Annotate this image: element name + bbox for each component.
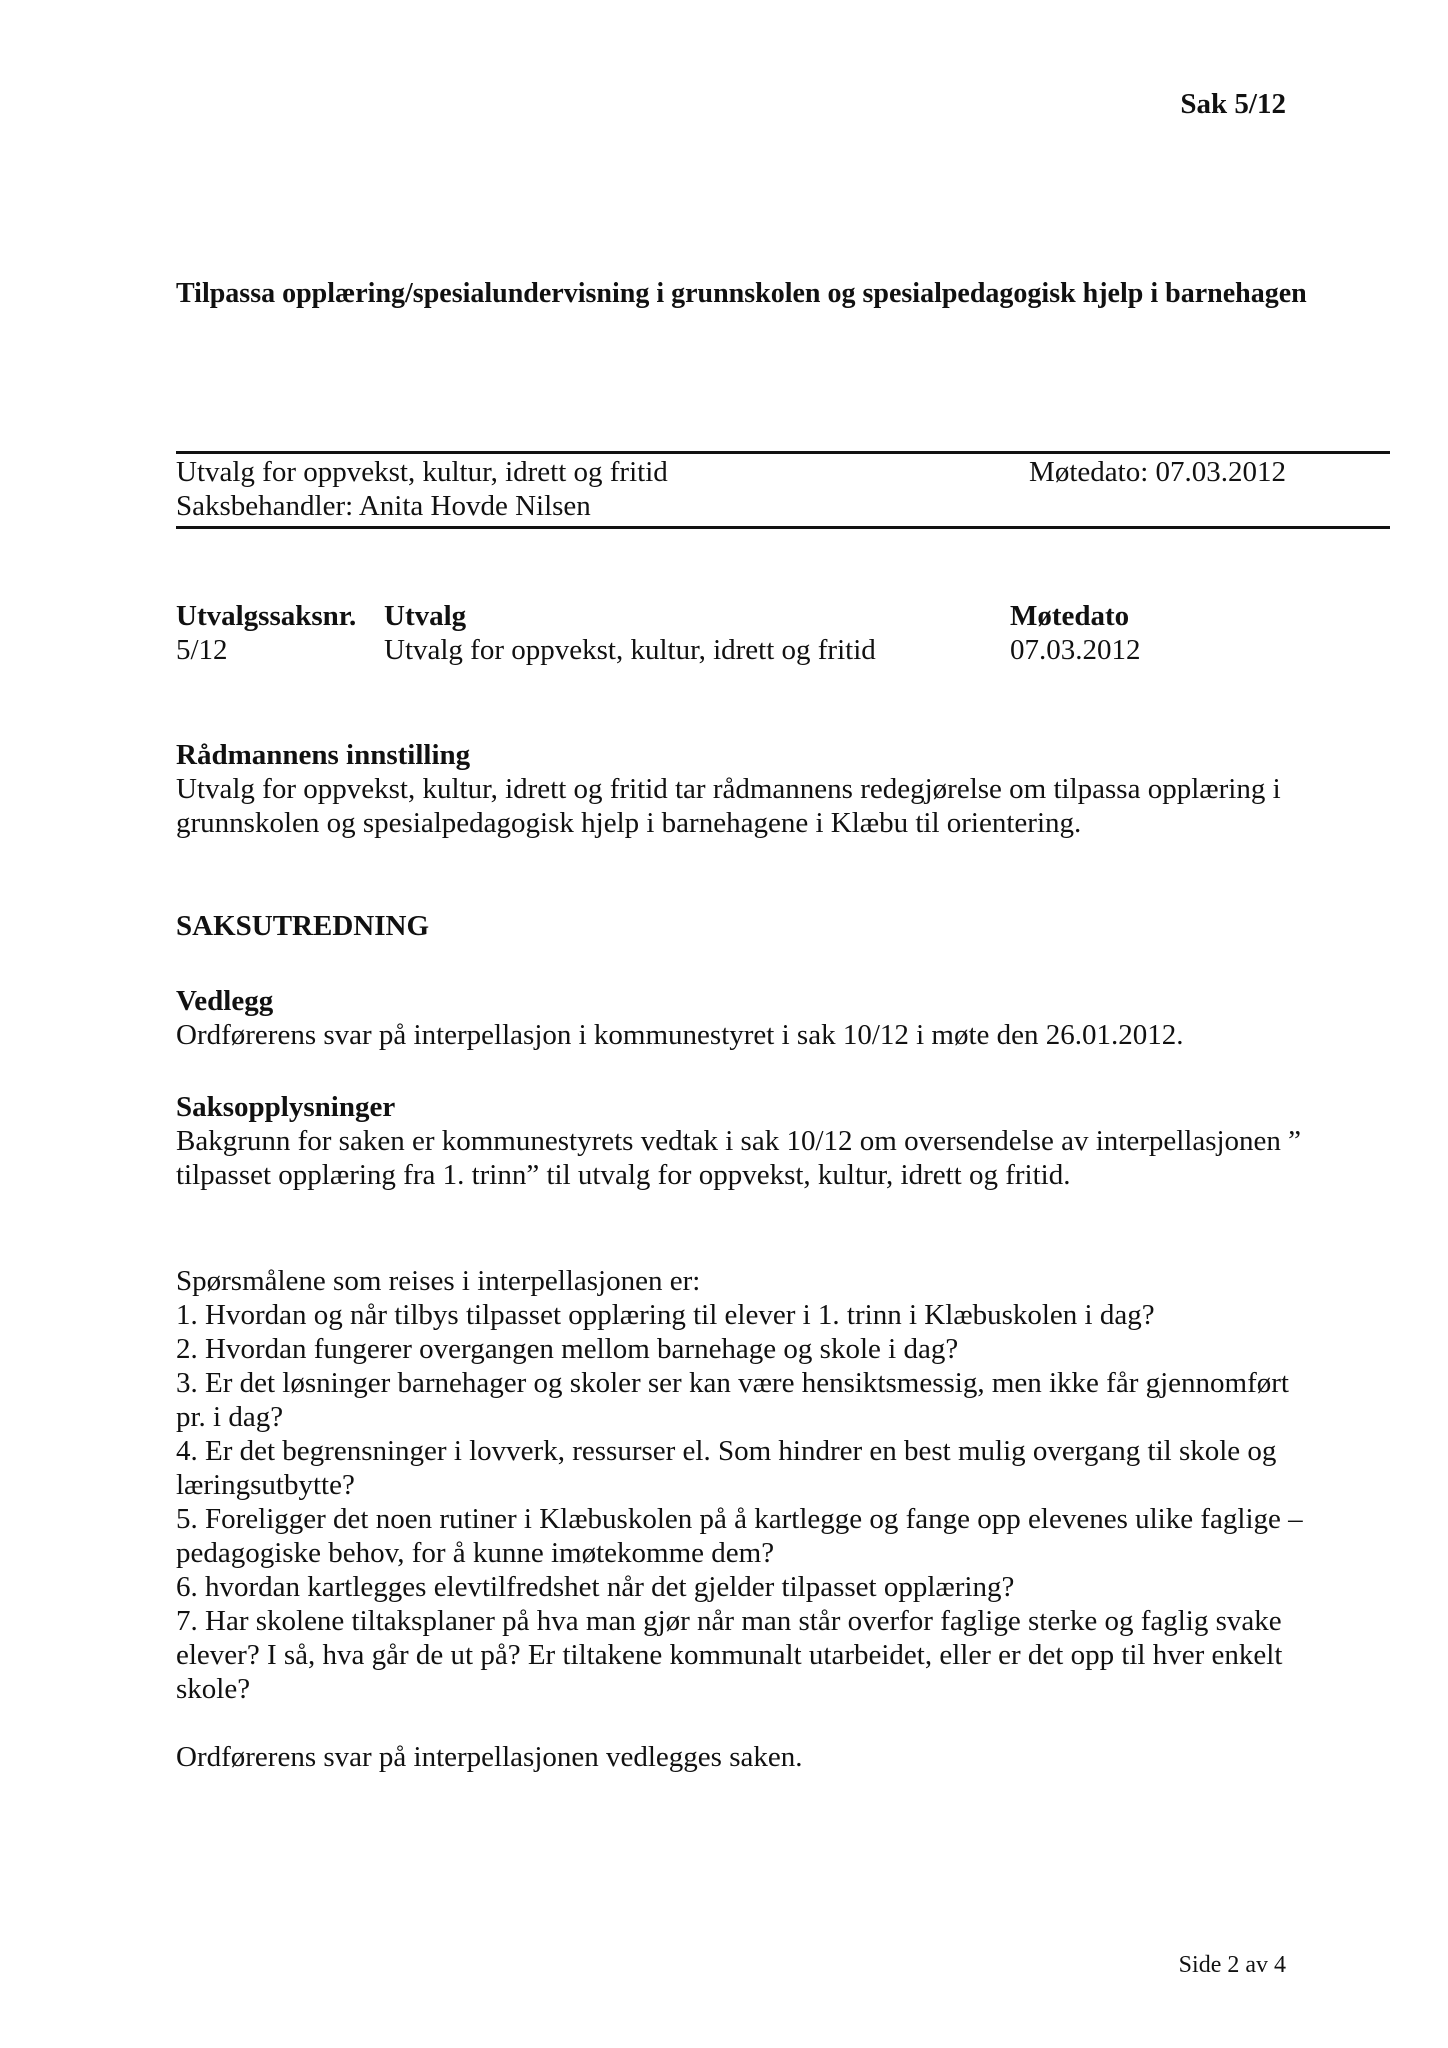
case-table-header: [176, 600, 1276, 636]
attachments-text: Ordførerens svar på interpellasjon i kommunestyret i sak 10/12 i møte den 26.01.2012.: [176, 1019, 1184, 1051]
list-item: 2. Hvordan fungerer overgangen mellom barnehage og skole i dag?: [176, 1333, 959, 1365]
case-info-background: Bakgrunn for saken er kommunestyrets vedtak i sak 10/12 om oversendelse av interpellasjonen ” tilpasset opplæring fra 1. trinn” til utvalg for oppvekst, kultur, idrett og fritid.: [176, 1125, 1302, 1191]
list-item: 5. Foreligger det noen rutiner i Klæbuskolen på å kartlegge og fange opp elevenes ulike faglige – pedagogiske behov, for å kunne imøtekomme dem?: [176, 1503, 1303, 1569]
page-number: Side 2 av 4: [1178, 1952, 1286, 1978]
list-item: 3. Er det løsninger barnehager og skoler ser kan være hensiktsmessig, men ikke får gjennomført pr. i dag?: [176, 1367, 1289, 1433]
case-info-heading: Saksopplysninger: [176, 1091, 396, 1123]
questions-section: [176, 1264, 1316, 1706]
header-committee: Utvalg: [384, 600, 467, 632]
top-rule: [176, 451, 1390, 454]
committee-name: Utvalg for oppvekst, kultur, idrett og fritid: [176, 456, 668, 488]
recommendation-heading: Rådmannens innstilling: [176, 739, 471, 771]
bottom-rule: [176, 526, 1390, 529]
recommendation-text: Utvalg for oppvekst, kultur, idrett og fritid tar rådmannens redegjørelse om tilpassa opplæring i grunnskolen og spesialpedagogisk hjelp i barnehagene i Klæbu til orientering.: [176, 773, 1281, 839]
list-item: 1. Hvordan og når tilbys tilpasset opplæring til elever i 1. trinn i Klæbuskolen i dag?: [176, 1299, 1155, 1331]
document-title: Tilpassa opplæring/spesialundervisning i grunnskolen og spesialpedagogisk hjelp i barnehagen: [176, 278, 1307, 309]
list-item: 6. hvordan kartlegges elevtilfredshet når det gjelder tilpasset opplæring?: [176, 1571, 1015, 1603]
questions-list: [176, 1298, 1316, 1706]
attachments-heading: Vedlegg: [176, 985, 274, 1017]
attachments-section: [176, 984, 1316, 1052]
case-report-heading: SAKSUTREDNING: [176, 910, 429, 942]
questions-intro: Spørsmålene som reises i interpellasjonen er:: [176, 1265, 701, 1297]
case-number: Sak 5/12: [1180, 88, 1286, 120]
meeting-date: Møtedato: 07.03.2012: [1029, 456, 1286, 488]
header-case-number: Utvalgssaksnr.: [176, 600, 357, 632]
header-meeting-date: Møtedato: [1010, 600, 1130, 632]
closing-section: [176, 1740, 1316, 1774]
table-row: [176, 634, 1276, 670]
list-item: 4. Er det begrensninger i lovverk, ressurser el. Som hindrer en best mulig overgang til skole og læringsutbytte?: [176, 1435, 1277, 1501]
case-info-section: [176, 1090, 1316, 1192]
row-meeting-date: 07.03.2012: [1010, 634, 1141, 666]
case-officer: Saksbehandler: Anita Hovde Nilsen: [176, 490, 591, 522]
list-item: 7. Har skolene tiltaksplaner på hva man gjør når man står overfor faglige sterke og faglig svake elever? I så, hva går de ut på? Er tiltakene kommunalt utarbeidet, eller er det opp til hver enkelt skole?: [176, 1605, 1283, 1705]
row-committee: Utvalg for oppvekst, kultur, idrett og fritid: [384, 634, 876, 666]
recommendation-section: [176, 738, 1316, 840]
closing-text: Ordførerens svar på interpellasjonen vedlegges saken.: [176, 1741, 803, 1773]
row-case-number: 5/12: [176, 634, 228, 666]
